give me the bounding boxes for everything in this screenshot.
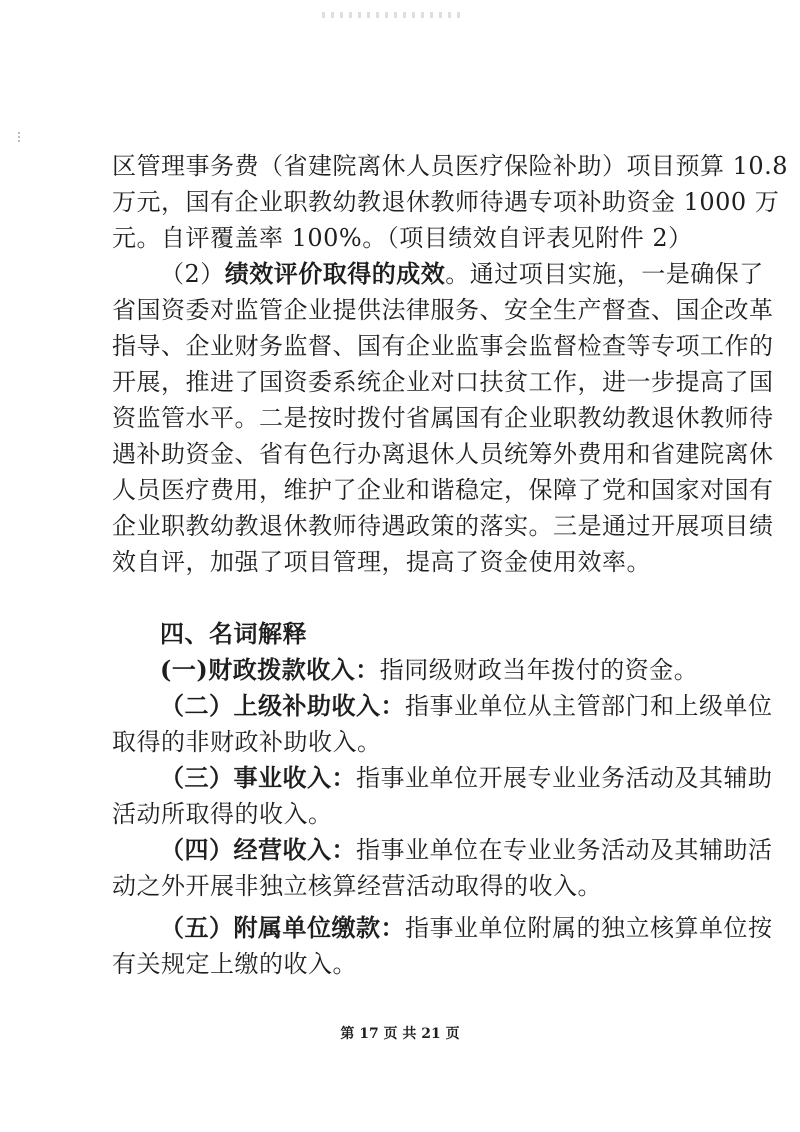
term-2-line-1	[160, 690, 773, 722]
paragraph-1-line-2: 万元，国有企业职教幼教退休教师待遇专项补助资金 1000 万	[112, 188, 780, 216]
paragraph-1-line-1: 区管理事务费（省建院离休人员医疗保险补助）项目预算 10.8	[112, 152, 789, 180]
term-1-line-1	[160, 654, 698, 686]
paragraph-1-line-3: 元。自评覆盖率 100%。（项目绩效自评表见附件 2）	[112, 224, 693, 252]
term-5-line-1	[160, 912, 773, 944]
paragraph-2-line-6: 遇补助资金、省有色行办离退休人员统筹外费用和省建院离休	[112, 440, 774, 468]
paragraph-2-line-4: 开展，推进了国资委系统企业对口扶贫工作，进一步提高了国	[112, 368, 774, 396]
term-5-definition: 指事业单位附属的独立核算单位按	[405, 914, 773, 942]
term-3-label: （三）事业收入：	[160, 763, 356, 792]
term-5-line-2: 有关规定上缴的收入。	[112, 950, 357, 978]
paragraph-2-number: （2）	[160, 260, 225, 288]
term-2-label: （二）上级补助收入：	[160, 691, 405, 720]
term-1-definition: 指同级财政当年拨付的资金。	[379, 656, 699, 684]
paragraph-2-line-2: 省国资委对监管企业提供法律服务、安全生产督查、国企改革	[112, 296, 774, 324]
section-heading: 四、名词解释	[160, 619, 307, 648]
term-2-line-2: 取得的非财政补助收入。	[112, 728, 382, 756]
paragraph-2-line-7: 人员医疗费用，维护了企业和谐稳定，保障了党和国家对国有	[112, 476, 774, 504]
paragraph-2-line-5: 资监管水平。二是按时拨付省属国有企业职教幼教退休教师待	[112, 404, 774, 432]
term-4-line-2: 动之外开展非独立核算经营活动取得的收入。	[112, 872, 602, 900]
paragraph-2-line-3: 指导、企业财务监督、国有企业监事会监督检查等专项工作的	[112, 332, 774, 360]
term-4-definition: 指事业单位在专业业务活动及其辅助活	[356, 836, 773, 864]
scan-artifact	[322, 12, 462, 18]
term-3-definition: 指事业单位开展专业业务活动及其辅助	[356, 764, 773, 792]
term-5-label: （五）附属单位缴款：	[160, 913, 405, 942]
paragraph-2-bold-title: 绩效评价取得的成效	[224, 259, 446, 288]
page-number-footer: 第 17 页 共 21 页	[340, 1026, 460, 1042]
term-4-label: （四）经营收入：	[160, 835, 356, 864]
paragraph-2-first-rest: 。通过项目实施，一是确保了	[445, 260, 764, 288]
term-3-line-1	[160, 762, 773, 794]
term-1-label: (一)财政拨款收入：	[160, 655, 380, 684]
term-3-line-2: 活动所取得的收入。	[112, 800, 333, 828]
term-4-line-1	[160, 834, 773, 866]
term-2-definition: 指事业单位从主管部门和上级单位	[405, 692, 773, 720]
paragraph-2-line-1	[160, 258, 764, 290]
paragraph-2-line-8: 企业职教幼教退休教师待遇政策的落实。三是通过开展项目绩	[112, 512, 774, 540]
paragraph-2-line-9: 效自评，加强了项目管理，提高了资金使用效率。	[112, 548, 651, 576]
scan-edge-mark	[18, 132, 20, 142]
